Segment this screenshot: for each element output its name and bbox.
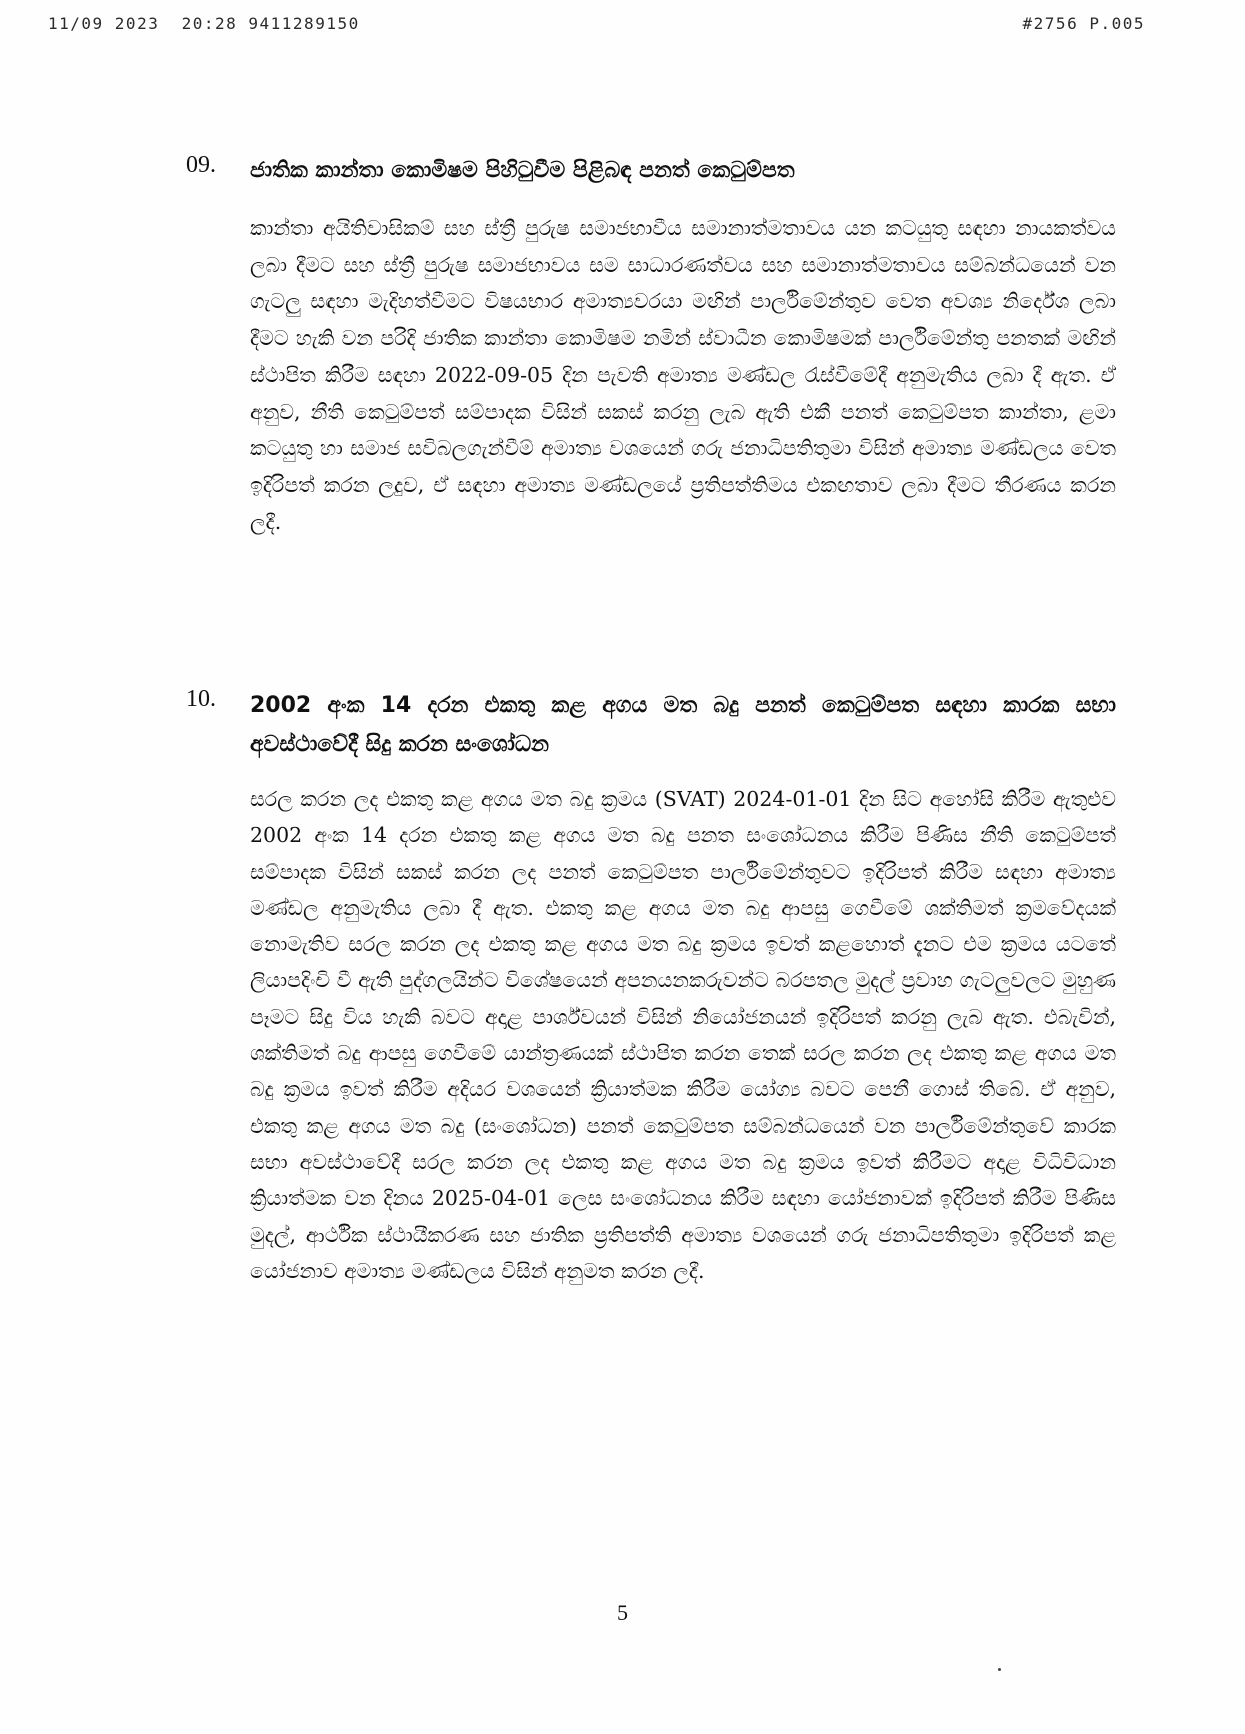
section-title: ජාතික කාන්තා කොමිෂම පිහිටුවීම පිළිබඳ පනත් කෙටුම්පත (250, 158, 795, 183)
section-10 (186, 686, 1116, 1506)
section-09 (186, 152, 1116, 662)
fax-header-date-number: 11/09 2023 20:28 9411289150 (48, 14, 360, 33)
section-body: කාන්තා අයිතිවාසිකම් සහ ස්ත්‍රී පුරුෂ සමාජභාවීය සමානාත්මතාවය යන කටයුතු සඳහා නායකත්වය ලබා දීමට සහ ස්ත්‍රී පුරුෂ සමාජභාවය සම සාධාරණත්වය සහ සමානාත්මතාවය සම්බන්ධයෙන් වන ගැටලු සඳහා මැදිහත්වීමට විෂයභාර අමාත්‍යවරයා මඟින් පාර්ලිමේන්තුව වෙත අවශ්‍ය නිර්දේශ ලබා දීමට හැකි වන පරිදි ජාතික කාන්තා කොමිෂම නමින් ස්වාධීන කොමිෂමක් පාර්ලිමේන්තු පනතක් මඟින් ස්ථාපිත කිරීම සඳහා 2022-09-05 දින පැවති අමාත්‍ය මණ්ඩල රැස්වීමේදී අනුමැතිය ලබා දී ඇත. ඒ අනුව, නීති කෙටුම්පත් සම්පාදක විසින් සකස් කරනු ලැබ ඇති එකී පනත් කෙටුම්පත කාන්තා, ළමා කටයුතු හා සමාජ සවිබලගැන්වීම් අමාත්‍ය වශයෙන් ගරු ජනාධිපතිතුමා විසින් අමාත්‍ය මණ්ඩලය වෙත ඉදිරිපත් කරන ලදුව, ඒ සඳහා අමාත්‍ය මණ්ඩලයේ ප්‍රතිපත්තිමය එකඟතාව ලබා දීමට තීරණය කරන ලදී. (250, 216, 1116, 534)
fax-header-page-code: #2756 P.005 (1022, 14, 1145, 33)
section-body: සරල කරන ලද එකතු කළ අගය මත බදු ක්‍රමය (SVAT) 2024-01-01 දින සිට අහෝසි කිරීම ඇතුළුව 2002 අංක 14 දරන එකතු කළ අගය මත බදු පනත සංශෝධනය කිරීම පිණිස නීති කෙටුම්පත් සම්පාදක විසින් සකස් කරන ලද පනත් කෙටුම්පත පාර්ලිමේන්තුවට ඉදිරිපත් කිරීම සඳහා අමාත්‍ය මණ්ඩල අනුමැතිය ලබා දී ඇත. එකතු කළ අගය මත බදු ආපසු ගෙවීමේ ශක්තිමත් ක්‍රමවේදයක් නොමැතිව සරල කරන ලද එකතු කළ අගය මත බදු ක්‍රමය ඉවත් කළහොත් දැනට එම ක්‍රමය යටතේ ලියාපදිංචි වී ඇති පුද්ගලයින්ට විශේෂයෙන් අපනයනකරුවන්ට බරපතල මුදල් ප්‍රවාහ ගැටලුවලට මුහුණ පෑමට සිදු විය හැකි බවට අදාළ පාර්ශ්වයන් විසින් නියෝජනයන් ඉදිරිපත් කරනු ලැබ ඇත. එබැවින්, ශක්තිමත් බදු ආපසු ගෙවීමේ යාන්ත්‍රණයක් ස්ථාපිත කරන තෙක් සරල කරන ලද එකතු කළ අගය මත බදු ක්‍රමය ඉවත් කිරීම අදියර වශයෙන් ක්‍රියාත්මක කිරීම යෝග්‍ය බවට පෙනී ගොස් තිබේ. ඒ අනුව, එකතු කළ අගය මත බදු (සංශෝධන) පනත් කෙටුම්පත සම්බන්ධයෙන් වන පාර්ලිමේන්තුවේ කාරක සභා අවස්ථාවේදී සරල කරන ලද එකතු කළ අගය මත බදු ක්‍රමය ඉවත් කිරීමට අදාළ විධිවිධාන ක්‍රියාත්මක වන දිනය 2025-04-01 ලෙස සංශෝධනය කිරීම සඳහා යෝජනාවක් ඉදිරිපත් කිරීම පිණිස මුදල්, ආර්ථික ස්ථායීකරණ සහ ජාතික ප්‍රතිපත්ති අමාත්‍ය වශයෙන් ගරු ජනාධිපතිතුමා ඉදිරිපත් කළ යෝජනාව අමාත්‍ය මණ්ඩලය විසින් අනුමත කරන ලදී. (250, 787, 1116, 1283)
section-number: 10. (186, 686, 216, 712)
section-title: 2002 අංක 14 දරන එකතු කළ අගය මත බදු පනත් කෙටුම්පත සඳහා කාරක සභා අවස්ථාවේදී සිදු කරන සංශෝධන (250, 693, 1116, 757)
scan-speck (998, 1668, 1001, 1671)
section-number: 09. (186, 152, 216, 178)
fax-header (48, 14, 1145, 38)
page-number: 5 (617, 1600, 628, 1625)
